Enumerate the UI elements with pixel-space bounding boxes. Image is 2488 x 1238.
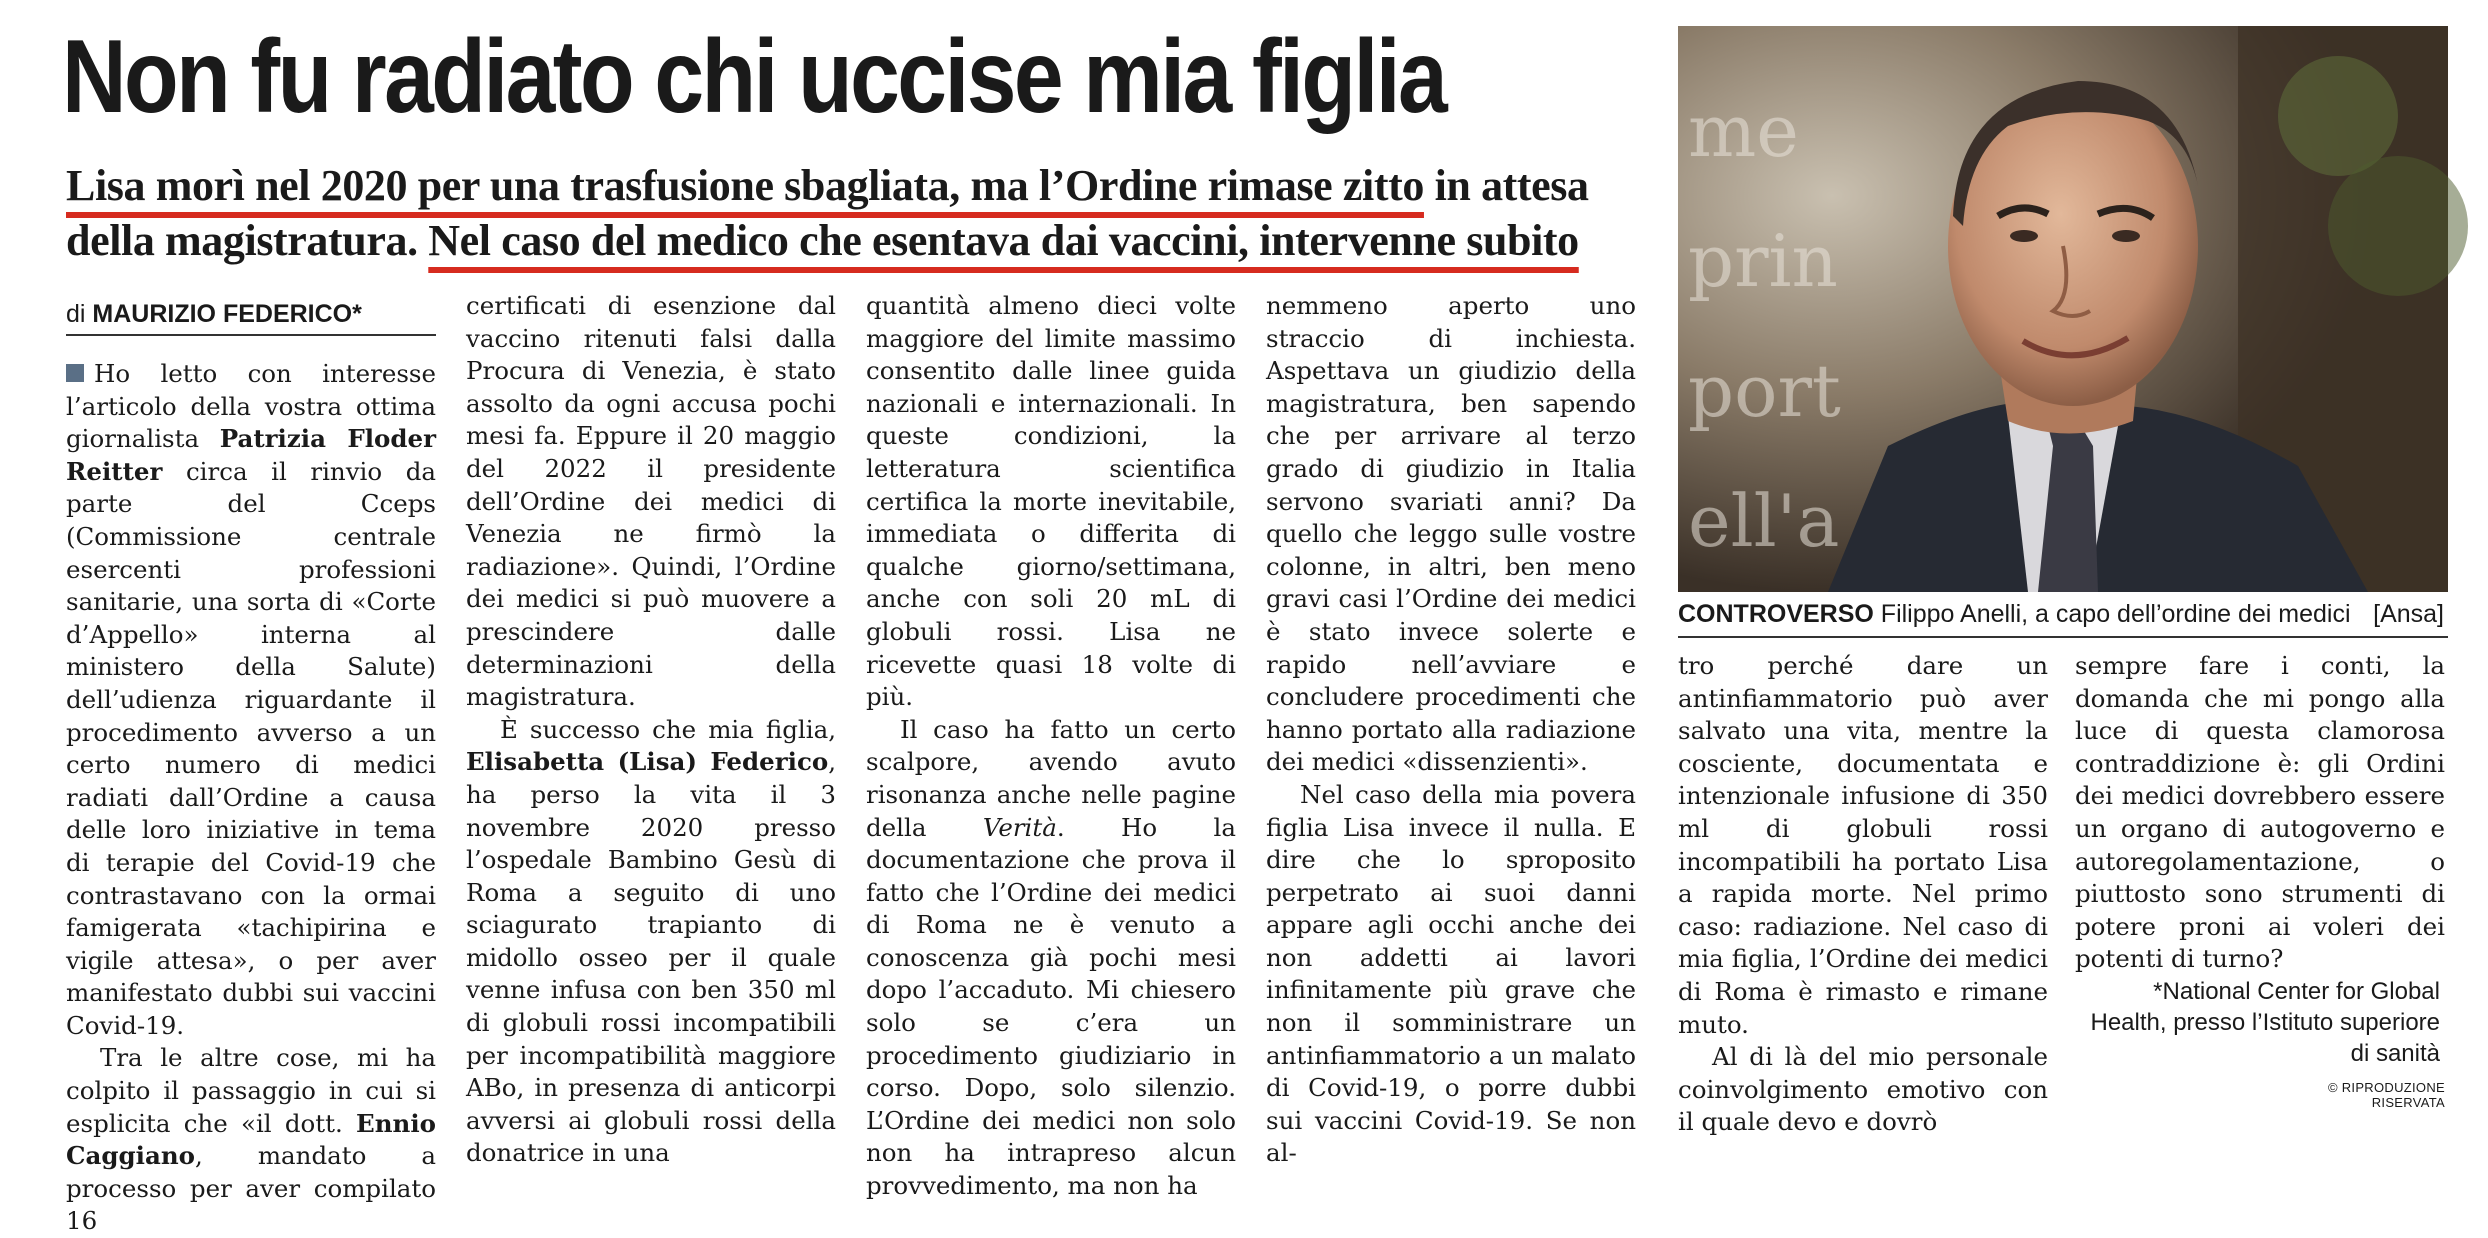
- copyright-notice: © RIPRODUZIONE RISERVATA: [2327, 1080, 2445, 1110]
- caption-lead: CONTROVERSO: [1678, 600, 1874, 628]
- paragraph: Nel caso della mia povera figlia Lisa invece il nulla. E dire che lo sproposito perpetrato ai suoi danni appare agli occhi anche dei non addetti ai lavori infinitamente più grave che non il somministrare un antinfiammatorio a un malato di Covid-19, o porre dubbi sui vaccini Covid-19. Se non al-: [1266, 779, 1636, 1168]
- paragraph: quantità almeno dieci volte maggiore del limite massimo consentito dalle linee guida nazionali e internazionali. In queste condizioni, la letteratura scientifica certifica la morte inevitabile, immediata o differita di qualche giorno/settimana, anche con soli 20 mL di globuli rossi. Lisa ne ricevette quasi 18 volte di più.: [866, 291, 1236, 712]
- portrait-illustration: [1678, 26, 2448, 592]
- paragraph: sempre fare i conti, la domanda che mi pongo alla luce di questa clamorosa contraddizione è: gli Ordini dei medici dovrebbero essere un organo di autogoverno e autoregolamentazione, o piuttosto sono strumenti di potere proni ai voleri dei potenti di turno?: [2075, 651, 2445, 974]
- svg-text:port: port: [1688, 349, 1841, 433]
- photo-caption: [1678, 598, 2448, 638]
- article-column-5: [1678, 650, 2048, 1137]
- svg-text:prin: prin: [1688, 219, 1838, 303]
- article-column-4: [1266, 290, 1636, 1168]
- headline: Non fu radiato chi uccise mia figlia: [62, 19, 1446, 135]
- paragraph: nemmeno aperto uno straccio di inchiesta. Aspettava un giudizio della magistratura, ben sapendo che per arrivare al terzo grado di giudizio in Italia servono svariati anni? Da quello che leggo sulle vostre colonne, in altri, ben meno gravi casi l’Ordine dei medici è stato invece solerte e rapido nell’avviare e concludere procedimenti che hanno portato alla radiazione dei medici «dissenzienti».: [1266, 291, 1636, 777]
- byline: [66, 298, 436, 336]
- name-bold: Patrizia Floder Reitter: [66, 424, 436, 486]
- article-column-3: [866, 290, 1236, 1201]
- paragraph: Al di là del mio personale coinvolgimento emotivo con il quale devo e dovrò: [1678, 1042, 2048, 1137]
- paragraph: certificati di esenzione dal vaccino ritenuti falsi dalla Procura di Venezia, è stato assolto da ogni accusa pochi mesi fa. Eppure il 20 maggio del 2022 il presidente dell’Ordine dei medici di Venezia ne firmò la radiazione». Quindi, l’Ordine dei medici si può muovere a prescindere dalle determinazioni della magistratura.: [466, 291, 836, 712]
- article-column-1: [66, 358, 436, 1236]
- paragraph: Ho letto con interesse l’articolo della vostra ottima giornalista Patrizia Floder Reitter circa il rinvio da parte del Cceps (Commissione centrale esercenti professioni sanitarie, una sorta di «Corte d’Appello» interna al ministero della Salute) dell’udienza riguardante il procedimento avverso a un certo numero di medici radiati dall’Ordine a causa delle loro iniziative in tema di terapie del Covid-19 che contrastavano con la ormai famigerata «tachipirina e vigile attesa», o per aver manifestato dubbi sui vaccini Covid-19.: [66, 359, 436, 1040]
- byline-prefix: di: [66, 300, 93, 328]
- photo-credit: [Ansa]: [2373, 600, 2444, 628]
- article-column-6: [2075, 650, 2445, 972]
- paragraph: Tra le altre cose, mi ha colpito il passaggio in cui si esplicita che «il dott. Ennio Caggiano, mandato a processo per aver compilato 16: [66, 1043, 436, 1236]
- subhead-underlined-part3: Nel caso del medico che esentava dai vaccini, intervenne subito: [428, 216, 1579, 265]
- newspaper-title-italic: Verità: [982, 812, 1057, 842]
- subhead-underlined-part1: Lisa morì nel 2020 per una trasfusione sbagliata, ma l’Ordine rimase zitto: [66, 161, 1424, 210]
- paragraph: È successo che mia figlia, Elisabetta (Lisa) Federico, ha perso la vita il 3 novembre 2020 presso l’ospedale Bambino Gesù di Roma a seguito di uno sciagurato trapianto di midollo osseo per il quale venne infusa con ben 350 ml di globuli rossi incompatibili per incompatibilità maggiore ABo, in presenza di anticorpi avversi ai globuli rossi della donatrice in una: [466, 714, 836, 1168]
- subhead-part2: in attesa della magistratura.: [66, 161, 1589, 265]
- byline-author: MAURIZIO FEDERICO*: [92, 300, 362, 328]
- name-bold: Ennio Caggiano: [66, 1108, 436, 1171]
- author-footnote: *National Center for Global Health, presso l’Istituto superiore di sanità: [2090, 978, 2440, 1067]
- paragraph: Il caso ha fatto un certo scalpore, avendo avuto risonanza anche nelle pagine della Verità. Ho la documentazione che prova il fatto che l’Ordine dei medici di Roma ne è venuto a conoscenza già pochi mesi dopo l’accaduto. Mi chiesero solo se c’era un procedimento giudiziario in corso. Dopo, solo silenzio. L’Ordine dei medici non solo non ha intrapreso alcun provvedimento, ma non ha: [866, 714, 1236, 1201]
- name-bold: Elisabetta (Lisa) Federico: [466, 747, 829, 777]
- svg-text:me: me: [1688, 89, 1799, 173]
- svg-text:ell'a: ell'a: [1688, 479, 1840, 563]
- paragraph: tro perché dare un antinfiammatorio può aver salvato una vita, mentre la cosciente, documentata e intenzionale infusione di 350 ml di globuli rossi incompatibili ha portato Lisa a rapida morte. Nel primo caso: radiazione. Nel caso di mia figlia, l’Ordine dei medici di Roma è rimasto e rimane muto.: [1678, 651, 2048, 1039]
- caption-text: Filippo Anelli, a capo dell’ordine dei medici: [1873, 600, 2351, 628]
- portrait-photo: [1678, 26, 2448, 592]
- subheadline: [66, 158, 1646, 268]
- article-column-2: [466, 290, 836, 1168]
- section-marker-icon: [66, 364, 84, 382]
